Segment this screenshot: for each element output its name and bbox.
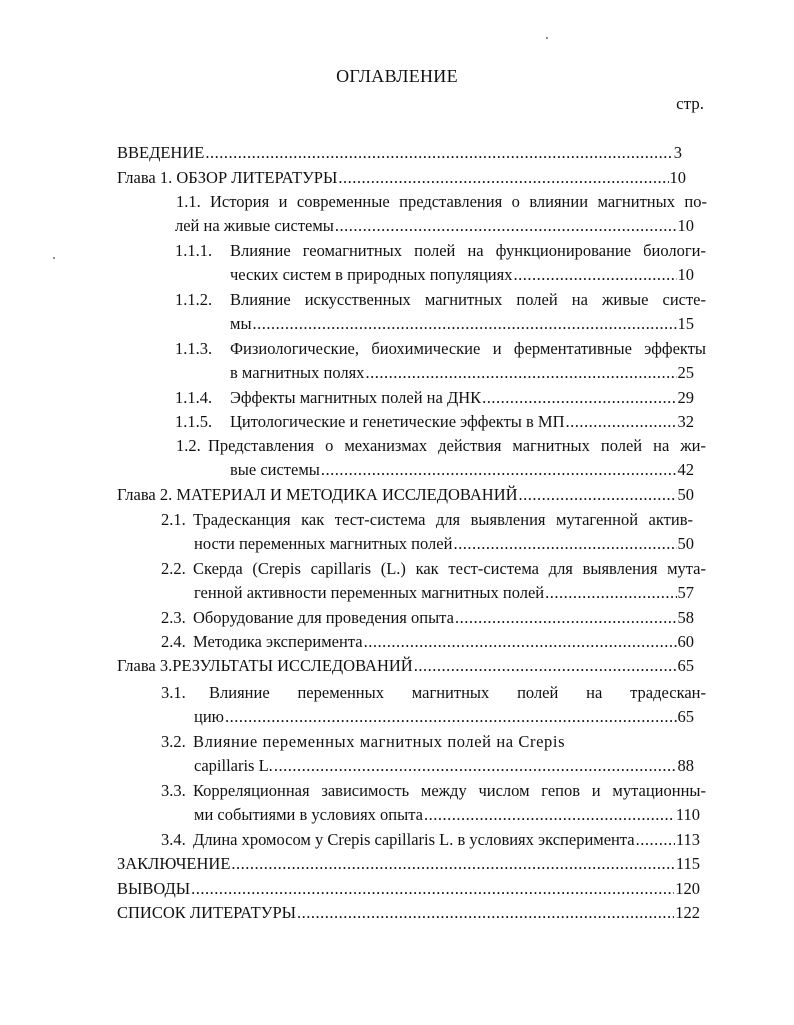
toc-entry-number: 1.1.1. bbox=[175, 241, 213, 260]
toc-entry-3-2 bbox=[194, 754, 694, 778]
toc-entry-title-cont: ческих систем в природных популяциях bbox=[230, 265, 513, 284]
toc-entry-title-cont: генной активности переменных магнитных полей bbox=[194, 583, 545, 602]
leader-dots bbox=[566, 410, 677, 434]
toc-entry-title: Влияние геомагнитных полей на функционирование биологи- bbox=[230, 241, 706, 260]
toc-entry-title: Скерда (Crepis capillaris (L.) как тест-система для выявления мута- bbox=[193, 559, 706, 578]
scan-speck bbox=[546, 37, 548, 39]
toc-entry-title: СПИСОК ЛИТЕРАТУРЫ bbox=[117, 903, 297, 922]
toc-entry-title: ВЫВОДЫ bbox=[117, 879, 191, 898]
leader-dots bbox=[335, 214, 677, 238]
leader-dots bbox=[205, 141, 672, 165]
toc-entry-page: 15 bbox=[677, 314, 694, 333]
page-title: ОГЛАВЛЕНИЕ bbox=[336, 66, 458, 86]
toc-entry-page: 29 bbox=[677, 388, 694, 407]
toc-entry-title: Представления о механизмах действия магнитных полей на жи- bbox=[208, 436, 706, 455]
toc-entry-2-3 bbox=[193, 606, 694, 630]
toc-entry-page: 10 bbox=[669, 168, 686, 187]
toc-entry-title: Корреляционная зависимость между числом гепов и мутационны- bbox=[193, 781, 706, 800]
toc-entry-number: 1.1.3. bbox=[175, 339, 213, 358]
toc-entry-title-cont: мы bbox=[230, 314, 252, 333]
toc-entry-number: 3.1. bbox=[161, 683, 186, 702]
toc-entry-conclusion bbox=[117, 852, 700, 876]
toc-entry-chapter-1 bbox=[117, 166, 686, 190]
toc-entry-page: 25 bbox=[677, 363, 694, 382]
toc-entry-page: 110 bbox=[675, 805, 700, 824]
toc-entry-findings bbox=[117, 877, 700, 901]
leader-dots bbox=[253, 312, 677, 336]
toc-entry-2-1 bbox=[194, 532, 694, 556]
toc-entry-references bbox=[117, 901, 700, 925]
toc-entry-1-1 bbox=[175, 214, 694, 238]
leader-dots bbox=[545, 581, 676, 605]
leader-dots bbox=[513, 263, 676, 287]
leader-dots bbox=[455, 606, 677, 630]
toc-entry-1-1-1 bbox=[230, 263, 694, 287]
toc-entry-page: 10 bbox=[677, 265, 694, 284]
toc-entry-page: 60 bbox=[677, 632, 694, 651]
toc-entry-2-4 bbox=[193, 630, 694, 654]
toc-entry-title: ВВЕДЕНИЕ bbox=[117, 143, 205, 162]
toc-entry-page: 113 bbox=[675, 830, 700, 849]
toc-entry-chapter-3 bbox=[117, 654, 694, 678]
page-column-label: стр. bbox=[676, 94, 704, 113]
toc-entry-title-cont: лей на живые системы bbox=[175, 216, 334, 235]
toc-entry-title: Методика эксперимента bbox=[193, 632, 363, 651]
toc-entry-introduction bbox=[117, 141, 682, 165]
toc-entry-title: Физиологические, биохимические и ферментативные эффекты bbox=[230, 339, 706, 358]
toc-entry-1-1-3 bbox=[230, 361, 694, 385]
toc-entry-number: 2.1. bbox=[161, 510, 186, 529]
toc-entry-number: 3.3. bbox=[161, 781, 186, 800]
toc-entry-title-cont: вые системы bbox=[230, 460, 320, 479]
scan-speck bbox=[53, 257, 55, 259]
toc-entry-1-1-2 bbox=[230, 312, 694, 336]
toc-entry-title: Длина хромосом у Crepis capillaris L. в условиях эксперимента bbox=[193, 830, 635, 849]
toc-entry-chapter-2 bbox=[117, 483, 694, 507]
toc-entry-page: 115 bbox=[675, 854, 700, 873]
toc-entry-page: 57 bbox=[677, 583, 694, 602]
toc-entry-page: 122 bbox=[675, 903, 700, 922]
leader-dots bbox=[364, 630, 677, 654]
toc-entry-number: 1.1.4. bbox=[175, 388, 213, 407]
toc-entry-page: 50 bbox=[677, 485, 694, 504]
toc-entry-number: 1.2. bbox=[176, 436, 201, 455]
toc-entry-1-1-5 bbox=[230, 410, 694, 434]
toc-entry-page: 42 bbox=[677, 460, 694, 479]
toc-entry-title: Влияние переменных магнитных полей на Crepis bbox=[193, 732, 566, 751]
toc-entry-title: Оборудование для проведения опыта bbox=[193, 608, 454, 627]
toc-entry-page: 50 bbox=[677, 534, 694, 553]
toc-entry-3-4 bbox=[193, 828, 700, 852]
toc-entry-title: История и современные представления о влиянии магнитных по- bbox=[210, 192, 707, 211]
toc-entry-page: 58 bbox=[677, 608, 694, 627]
leader-dots bbox=[338, 166, 668, 190]
toc-entry-number: 2.2. bbox=[161, 559, 186, 578]
toc-entry-title: Цитологические и генетические эффекты в МП bbox=[230, 412, 565, 431]
toc-entry-title: Эффекты магнитных полей на ДНК bbox=[230, 388, 482, 407]
leader-dots bbox=[414, 654, 677, 678]
leader-dots bbox=[274, 754, 677, 778]
leader-dots bbox=[453, 532, 676, 556]
toc-entry-title: ЗАКЛЮЧЕНИЕ bbox=[117, 854, 231, 873]
toc-entry-3-1 bbox=[194, 705, 694, 729]
leader-dots bbox=[225, 705, 677, 729]
toc-entry-page: 65 bbox=[677, 707, 694, 726]
leader-dots bbox=[321, 458, 677, 482]
toc-entry-title: Влияние искусственных магнитных полей на живые систе- bbox=[230, 290, 706, 309]
toc-entry-title: Глава 1. ОБЗОР ЛИТЕРАТУРЫ bbox=[117, 168, 338, 187]
leader-dots bbox=[297, 901, 674, 925]
leader-dots bbox=[424, 803, 675, 827]
toc-entry-page: 120 bbox=[675, 879, 700, 898]
toc-entry-title-cont: в магнитных полях bbox=[230, 363, 365, 382]
leader-dots bbox=[231, 852, 674, 876]
toc-entry-number: 1.1.5. bbox=[175, 412, 213, 431]
leader-dots bbox=[519, 483, 677, 507]
toc-entry-page: 88 bbox=[677, 756, 694, 775]
toc-entry-number: 2.3. bbox=[161, 608, 186, 627]
toc-entry-page: 65 bbox=[677, 656, 694, 675]
leader-dots bbox=[365, 361, 676, 385]
toc-entry-page: 3 bbox=[673, 143, 682, 162]
toc-entry-title-cont: ности переменных магнитных полей bbox=[194, 534, 453, 553]
toc-entry-number: 3.4. bbox=[161, 830, 186, 849]
toc-entry-page: 32 bbox=[677, 412, 694, 431]
toc-entry-title-cont: цию bbox=[194, 707, 224, 726]
toc-entry-1-1-4 bbox=[230, 386, 694, 410]
toc-entry-title: Глава 3.РЕЗУЛЬТАТЫ ИССЛЕДОВАНИЙ bbox=[117, 656, 413, 675]
leader-dots bbox=[191, 877, 674, 901]
toc-entry-number: 2.4. bbox=[161, 632, 186, 651]
toc-entry-title: Влияние переменных магнитных полей на традескан- bbox=[209, 683, 706, 702]
toc-entry-1-2 bbox=[230, 458, 694, 482]
leader-dots bbox=[636, 828, 675, 852]
toc-entry-title: Традесканция как тест-система для выявления мутагенной актив- bbox=[193, 510, 693, 529]
toc-entry-3-3 bbox=[194, 803, 700, 827]
toc-entry-title-cont: capillaris L. bbox=[194, 756, 273, 775]
toc-entry-number: 1.1.2. bbox=[175, 290, 213, 309]
toc-entry-title: Глава 2. МАТЕРИАЛ И МЕТОДИКА ИССЛЕДОВАНИЙ bbox=[117, 485, 518, 504]
toc-entry-number: 1.1. bbox=[176, 192, 201, 211]
toc-entry-number: 3.2. bbox=[161, 732, 186, 751]
toc-entry-title-cont: ми событиями в условиях опыта bbox=[194, 805, 423, 824]
leader-dots bbox=[482, 386, 676, 410]
toc-entry-page: 10 bbox=[677, 216, 694, 235]
toc-entry-2-2 bbox=[194, 581, 694, 605]
